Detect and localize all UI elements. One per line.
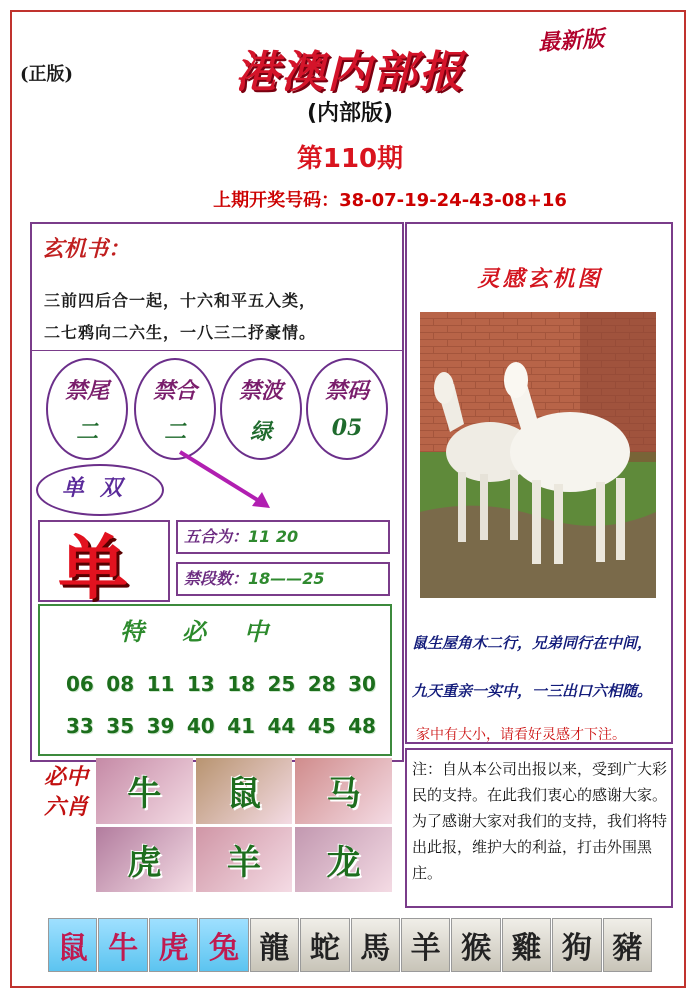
goats-photo [420, 312, 656, 598]
oval-value: 绿 [249, 419, 272, 445]
xuanji-label: 玄机书： [42, 236, 131, 262]
jinshu-box [176, 562, 390, 596]
zodiac-cell: 牛 [96, 758, 193, 824]
zodiac-cell: 鼠 [196, 758, 293, 824]
oval-value: 05 [331, 415, 363, 441]
note-text: 家中有大小，请看好灵感才下注。 [416, 727, 626, 743]
big-char: 单 [58, 526, 128, 609]
zodiac-tile: 鼠 [48, 918, 97, 972]
number: 11 [146, 672, 175, 696]
oval-jinhe [134, 358, 216, 460]
zodiac-tile: 牛 [98, 918, 147, 972]
page-title: 港澳内部报 [235, 47, 465, 98]
oval-value: 二 [75, 419, 98, 445]
number: 33 [66, 714, 94, 738]
number: 45 [307, 714, 336, 738]
oval-title: 禁波 [238, 378, 283, 404]
number: 06 [66, 672, 94, 696]
poem-line-2: 九天重亲一实中，一三出口六相随。 [412, 682, 653, 700]
oval-jinbo [220, 358, 302, 460]
zodiac-tile: 狗 [552, 918, 601, 972]
dan-shuang-oval: 单双 [36, 464, 164, 516]
issue-number: 第110期 [296, 144, 404, 174]
notice-text: 注：自从本公司出报以来，受到广大彩民的支持。在此我们衷心的感谢大家。为了感谢大家对我们的支持，我们将特出此报，维护大的利益，打击外围黑庄。 [412, 760, 668, 882]
zodiac-tile: 猴 [451, 918, 500, 972]
number: 48 [348, 714, 376, 738]
zodiac-tile: 馬 [351, 918, 400, 972]
number: 28 [307, 672, 336, 696]
number-row-2 [66, 714, 376, 738]
poem-line-1: 鼠生屋角木二行，兄弟同行在中间， [412, 634, 653, 652]
last-draw-numbers: 上期开奖号码：38-07-19-24-43-08+16 [213, 190, 567, 211]
oval-jinwei [46, 358, 128, 460]
wuhe-box [176, 520, 390, 554]
wuhe-label: 五合为： [184, 527, 249, 546]
edition-label-left: (正版) [20, 64, 74, 85]
number: 08 [106, 672, 135, 696]
oval-value: 二 [163, 419, 186, 445]
zodiac-tile: 豬 [603, 918, 652, 972]
xuanji-line-1: 三前四后合一起，十六和平五入类， [44, 291, 317, 310]
number: 13 [186, 672, 215, 696]
divider [32, 350, 402, 351]
arrow-icon [176, 448, 276, 512]
oval-title: 禁码 [324, 378, 369, 404]
jinshu-value: 18——25 [248, 569, 325, 588]
zodiac-strip [48, 918, 652, 972]
number-row-1 [66, 672, 376, 696]
oval-title: 禁合 [152, 378, 197, 404]
oval-jinma [306, 358, 388, 460]
zodiac-cell: 马 [295, 758, 392, 824]
number: 40 [186, 714, 215, 738]
edition-label-right: 最新版 [537, 25, 605, 57]
zodiac-tile: 雞 [502, 918, 551, 972]
jinshu-label: 禁段数： [184, 569, 249, 588]
zodiac-cell: 羊 [196, 827, 293, 893]
zodiac-grid [96, 758, 392, 892]
wuhe-value: 11 20 [248, 527, 299, 546]
number: 39 [146, 714, 175, 738]
oval-title: 禁尾 [64, 378, 109, 404]
tebi-title: 特必中 [120, 617, 306, 646]
number: 18 [227, 672, 256, 696]
number: 30 [348, 672, 376, 696]
number: 41 [227, 714, 256, 738]
page-subtitle: (内部版) [306, 101, 394, 126]
zodiac-tile: 羊 [401, 918, 450, 972]
zodiac-cell: 龙 [295, 827, 392, 893]
zodiac-tile: 龍 [250, 918, 299, 972]
linggan-title: 灵感玄机图 [477, 266, 603, 292]
zodiac-cell: 虎 [96, 827, 193, 893]
number: 25 [267, 672, 296, 696]
number: 44 [267, 714, 296, 738]
bizhong-liuxiao-label: 必中六肖 [44, 764, 89, 820]
number: 35 [106, 714, 135, 738]
zodiac-tile: 兔 [199, 918, 248, 972]
xuanji-line-2: 二七鸦向二六生，一八三二抒豪情。 [44, 323, 317, 342]
zodiac-tile: 蛇 [300, 918, 349, 972]
zodiac-tile: 虎 [149, 918, 198, 972]
